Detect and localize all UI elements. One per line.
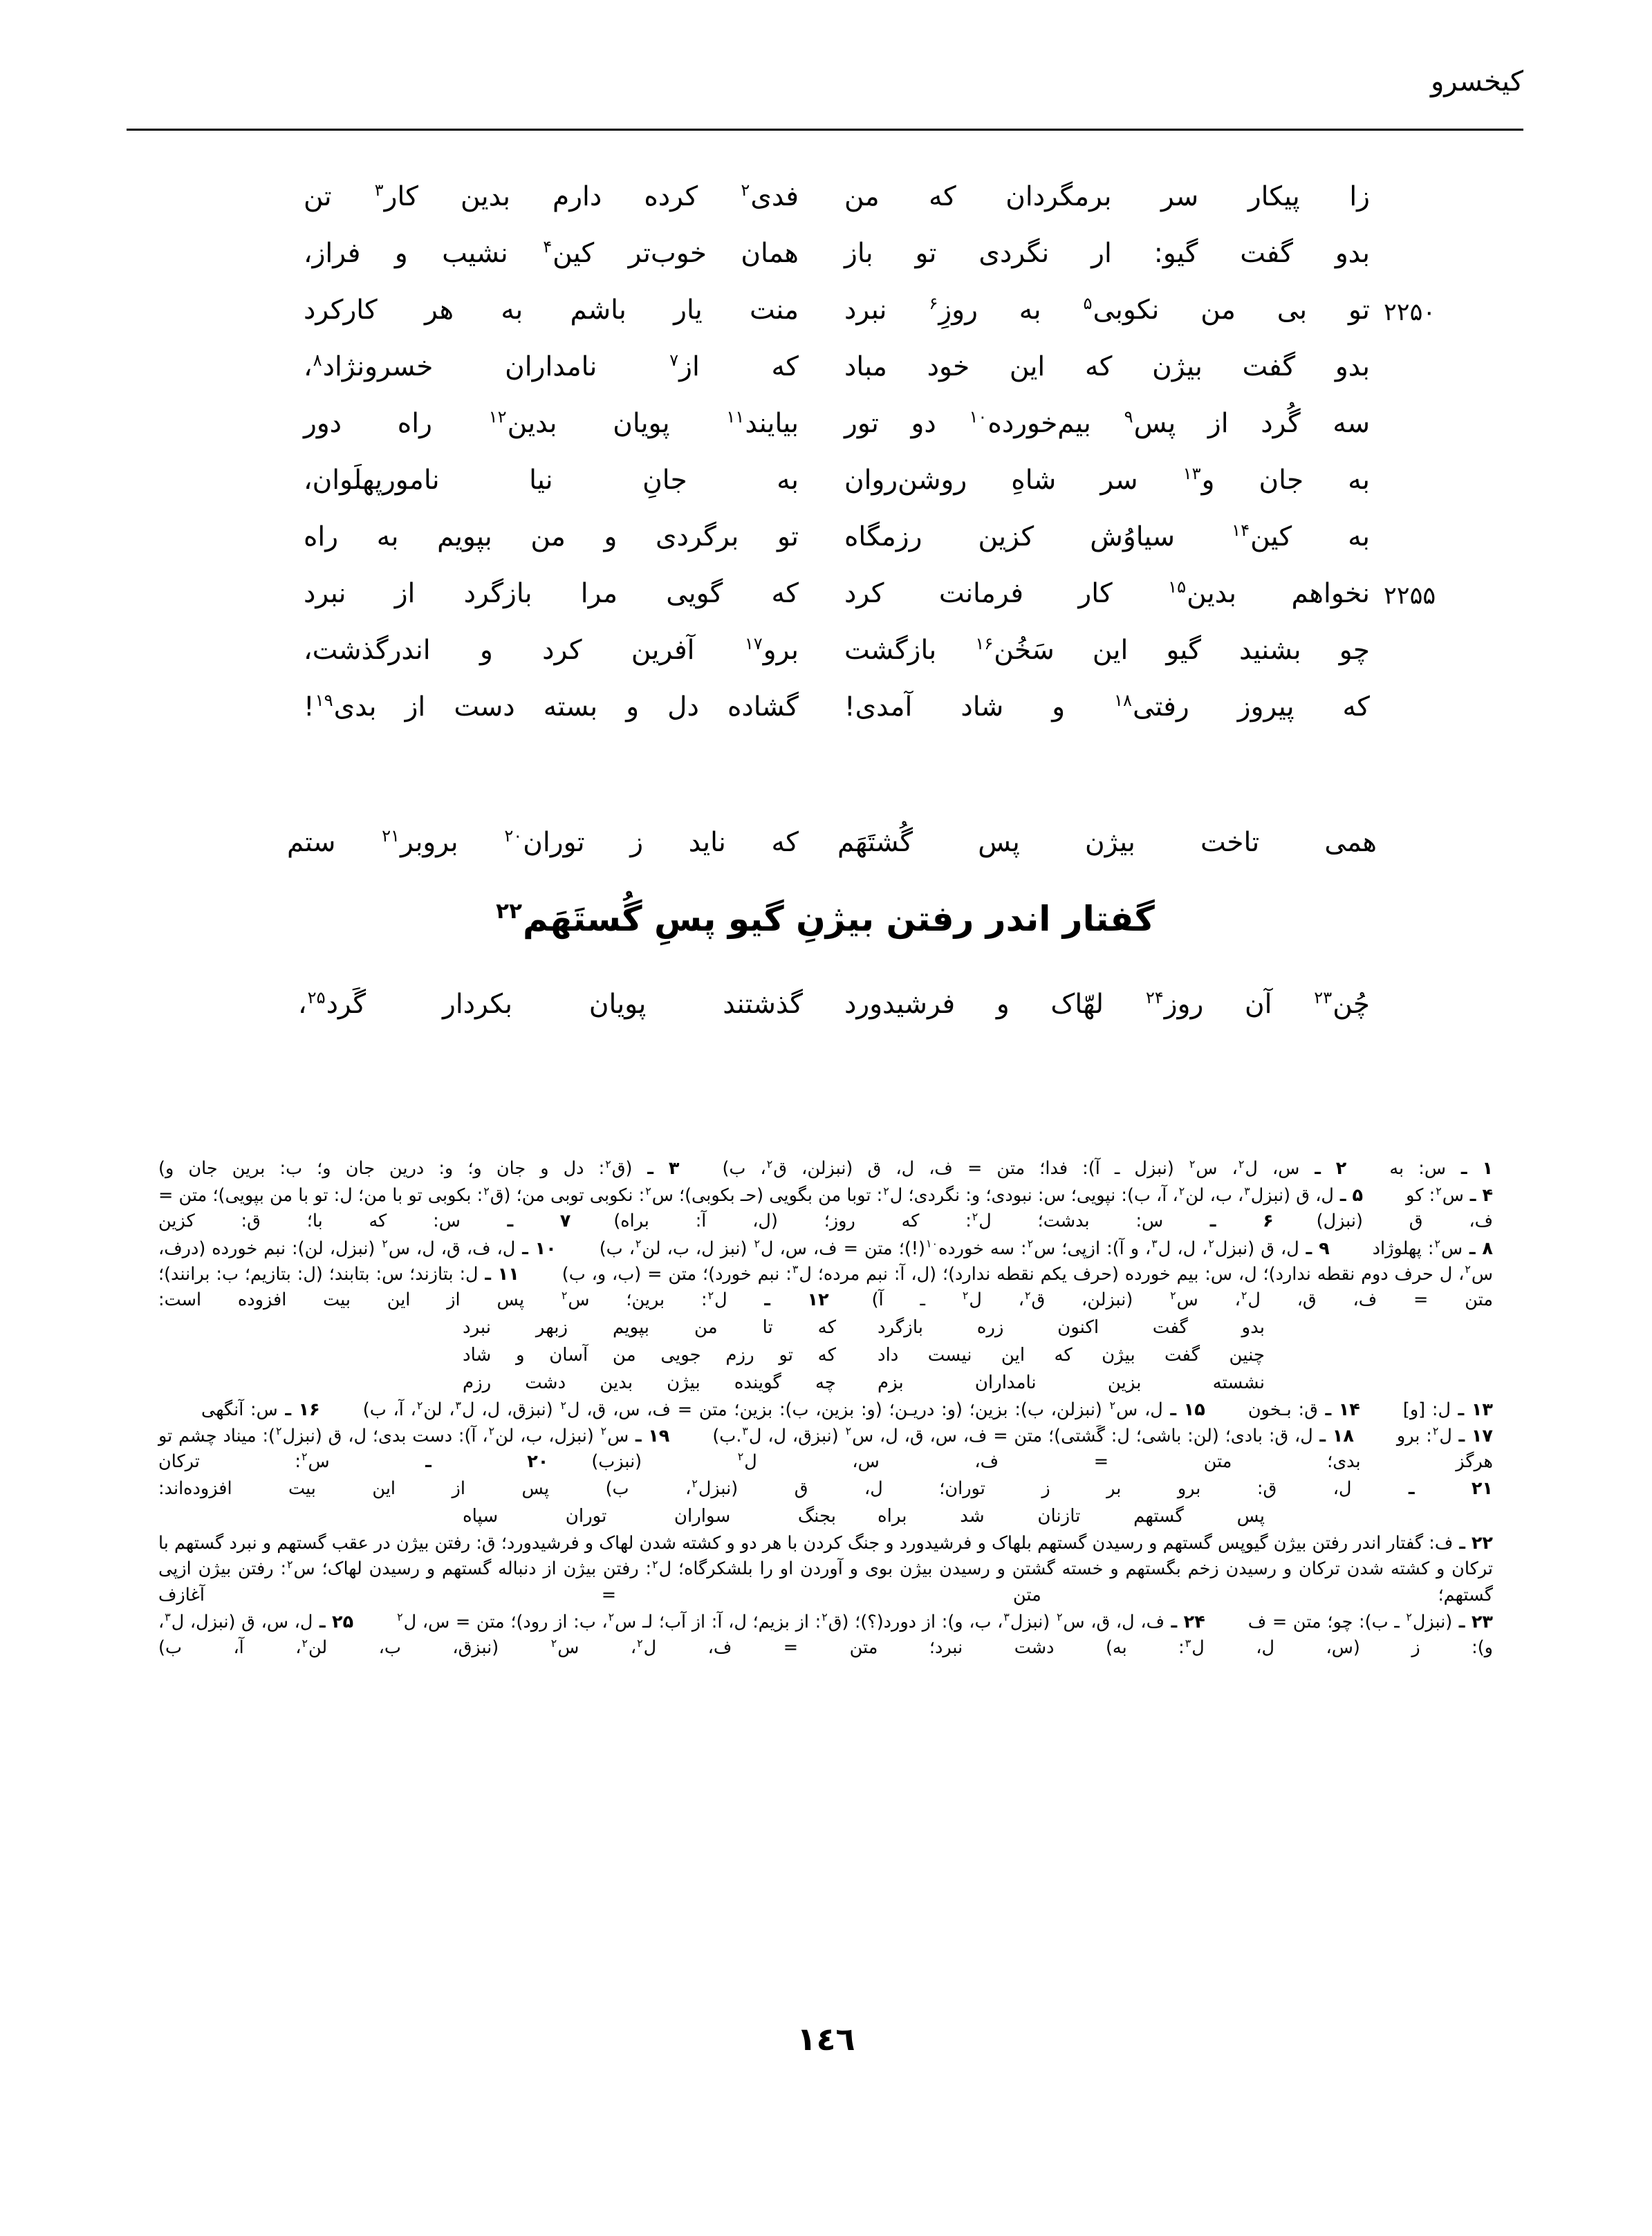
verse-hemistich-a: به کین$^{۱۴}$ سیاوُش کزین رزمگاه [844,521,1371,552]
apparatus-quoted-hemistich-a: بدو گفت اکنون زره بازگرد [878,1317,1265,1339]
apparatus-paragraph: ۲۲ ـ ف: گفتار اندر رفتن بیژن گیوپس گستهم و رسیدن گستهم بلهاک و فرشیدورد و جنگ کردن با هر دو و کشته شدن لهاک و فرشیدورد؛ ق: رفتن بیژن در عقب گستهم و نبرد گستهم با ترکان و کشته شدن ترکان و رسیدن زخم بگستهم و خسته گشتن و رسیدن بیژن بوی و آوردن او را بلشکرگاه؛ ل$^۲$: رفتن بیژن از دنباله گستهم و رسیدن لهاک؛ س$^۲$: رفتن بیژن ازپی گستهم؛ متن = آغازف [158,1533,1493,1605]
apparatus-note-number: ۴ ـ [1463,1185,1494,1206]
verse-hemistich-b: همان خوب‌تر کین$^۴$ نشیب و فراز، [304,237,799,269]
apparatus-quoted-couplet [158,1314,1493,1341]
apparatus-quoted-hemistich-a: چنین گفت بیژن که این نیست داد [878,1345,1265,1366]
apparatus-note-number: ۱۷ ـ [1451,1425,1493,1446]
section-heading: گفتار اندر رفتن بیژنِ گیو پسِ گُستَهَم$^{۲۲}$ [496,899,1155,939]
apparatus-paragraph: ۲۳ ـ (نبزل$^۲$ ـ ب): چو؛ متن = ف۲۴ ـ ف، ل، ق، س$^۲$ (نبزل$^۳$، ب، و): از دورد(؟)؛ (ق$^۲$: از بزیم؛ ل، آ: از آب؛ لـ س$^۲$، ب: از رود)؛ متن = س، ل$^۲$۲۵ ـ ل، س، ق (نبزل، ل$^۳$، و): ز (س، ل، ل$^۳$: به) دشت نبرد؛ متن = ف، ل$^۲$، س$^۲$ (نبزق، ب، لن$^۲$، آ، ب) [158,1610,1493,1659]
verse-hemistich-a: نخواهم بدین$^{۱۵}$ کار فرمانت کرد [844,577,1370,609]
verse-hemistich-a: بدو گفت بیژن که این خود مباد [844,351,1370,382]
apparatus-note-number: ۲۱ ـ [1351,1478,1493,1499]
apparatus-quoted-hemistich-b: که تو رزم جویی من آسان و شاد [463,1345,836,1366]
verse-hemistich-a: که پیروز رفتی$^{۱۸}$ و شاد آمدی! [844,691,1370,723]
verse-line-number: ۲۲۵۵ [1384,582,1436,610]
apparatus-note-number: ۷ ـ [460,1211,571,1232]
running-head-title: کیخسرو [1430,66,1523,97]
verse-hemistich-a: چو بشنید گیو این سَخُن$^{۱۶}$ بازگشت [844,634,1370,666]
post-heading-hemistich-a: چُن$^{۲۳}$ آن روز$^{۲۴}$ لهّاک و فرشیدورد [844,988,1370,1020]
verse-couplet [127,408,1523,465]
apparatus-quoted-hemistich-a: پس گستهم تازنان شد براه [878,1506,1265,1527]
apparatus-note-number: ۳ ـ [632,1158,680,1179]
apparatus-quoted-couplet [158,1370,1493,1397]
apparatus-quoted-hemistich-b: چه گوینده بیژن بدین دشت رزم [463,1372,836,1394]
apparatus-note-number: ۲۵ ـ [313,1611,354,1632]
apparatus-paragraph: ۲۱ ـ ل، ق: برو بر ز توران؛ ل، ق (نبزل$^۲$، ب) پس از این بیت افزوده‌اند: [158,1477,1493,1499]
apparatus-paragraph: ۸ ـ س$^۲$: پهلوژاد۹ ـ ل، ق (نبزل$^۲$، ل، ل$^۳$، و آ): ازپی؛ س$^۲$: سه خورده$^{۱۰}$(!)؛ متن = ف، س، ل$^۲$ (نبز ل، ب، لن$^۲$، ب)۱۰ ـ ل، ف، ق، ل، س$^۲$ (نبزل، لن): نبم خورده (درف، س$^۲$، ل حرف دوم نقطه ندارد)؛ ل، س: بیم خورده (حرف یکم نقطه ندارد)؛ (ل، آ: نبم مرده؛ ل$^۳$: نبم خورد)؛ متن = (ب، و، ب)۱۱ ـ ل: بتازند؛ س: بتابند؛ (ل: بتازیم؛ ب: برانند)؛ متن = ف، ق، ل$^۲$، س$^۲$ (نبزلن، ق$^۲$، ل$^۲$ ـ آ)۱۲ ـ ل$^۲$: برین؛ س$^۲$ پس از این بیت افزوده است: [158,1237,1493,1311]
verse-couplet [127,295,1523,351]
verse-couplet [127,181,1523,238]
apparatus-paragraph: ۴ ـ س$^۲$: کو۵ ـ ل، ق (نبزل$^۳$، ب، لن$^۲$، آ، ب): نپویی؛ س: نبودی؛ و: نگردی؛ ل$^۲$: توبا من بگویی (حـ بکوبی)؛ س$^۲$: نکوبی توبی من؛ (ق$^۲$: بکوبی تو با من؛ ل: تو با من بپویی)؛ متن = ف، ق (نبزل)۶ ـ س: بدشت؛ ل$^۲$: که روز؛ (ل، آ: براه)۷ ـ س: که با؛ ق: کزین [158,1184,1494,1232]
verse-hemistich-a: سه گُرد از پس$^۹$ بیم‌خورده$^{۱۰}$ دو تور [844,407,1370,439]
apparatus-note-number: ۲۴ ـ [1164,1611,1205,1632]
apparatus-note-number: ۹ ـ [1299,1238,1330,1259]
apparatus-quoted-hemistich-b: که تا من بپویم زبهر نبرد [463,1317,836,1339]
apparatus-note-number: ۱۳ ـ [1451,1399,1493,1421]
verse-couplet [127,238,1523,295]
verse-couplet [127,691,1523,748]
apparatus-paragraph: ۱۳ ـ ل: [و]۱۴ ـ ق: بـخون۱۵ ـ ل، س$^۲$ (نبزلن، ب): بزین؛ (و: دریـن؛ (و: بزین، ب): بزین؛ متن = ف، س، ق، ل$^۲$ (نبزق، ل، ل$^۳$، لن$^۲$، آ، ب)۱۶ ـ س: آنگهی۱۷ ـ ل$^۲$: برو۱۸ ـ ل، ق: بادی؛ (لن: باشی؛ ل: گَشتی)؛ متن = ف، س، ق، ل، س$^۲$ (نبزق، ل، ل$^۳$.ب)۱۹ ـ س$^۲$ (نبزل، ب، لن$^۲$، آ): دست بدی؛ ل، ق (نبزل$^۲$): میناد چشم تو هرگز بدی؛ متن = ف، س، ل$^۲$ (نبزب)۲۰ ـ س$^۲$: ترکان [158,1398,1493,1472]
apparatus-note-number: ۱۹ ـ [629,1425,670,1446]
apparatus-note-number: ۸ ـ [1463,1238,1493,1259]
apparatus-note-number: ۶ ـ [1163,1211,1274,1232]
apparatus-note-number: ۱۲ ـ [727,1289,829,1311]
verse-hemistich-b: به جانِ نیا نامورپهلَوان، [304,465,799,496]
verse-hemistich-b: که گویی مرا بازگرد از نبرد [304,578,799,609]
verse-hemistich-a: به جان و$^{۱۳}$ سر شاهِ روشن‌روان [844,464,1370,496]
verse-hemistich-a: تو بی من نکوبی$^۵$ به روزِ$^۶$ نبرد [844,294,1371,326]
apparatus-note-number: ۲۰ ـ [329,1451,549,1472]
verse-couplet [127,351,1523,408]
header-divider-rule [127,129,1523,131]
apparatus-note-number: ۲۳ ـ [1452,1611,1493,1632]
apparatus-note-number: ۱ ـ [1445,1158,1494,1179]
verse-body [127,181,1523,748]
apparatus-quoted-hemistich-a: نشسته بزین نامداران بزم [878,1372,1265,1394]
loose-couplet-hemistich-b: که ناید ز توران$^{۲۰}$ بروبر$^{۲۱}$ ستم [287,826,799,858]
loose-couplet [127,827,1523,859]
verse-hemistich-b: برو$^{۱۷}$ آفرین کرد و اندرگذشت، [304,634,799,666]
verse-hemistich-b: بیایند$^{۱۱}$ پویان بدین$^{۱۲}$ راه دور [304,407,799,439]
apparatus-quoted-hemistich-b: بجنگ سواران توران سپاه [463,1506,836,1527]
apparatus-note-number: ۱۱ ـ [478,1263,519,1285]
verse-hemistich-b: فدی$^۲$ کرده دارم بدین کار$^۳$ تن [304,180,799,212]
verse-couplet [127,578,1523,635]
apparatus-note-number: ۱۸ ـ [1312,1425,1354,1446]
post-heading-couplet [127,989,1523,1021]
critical-apparatus [158,1156,1493,1662]
verse-hemistich-a: ز‌ا پیکار سر برمگردان که من [844,181,1370,212]
apparatus-paragraph: ۱ ـ س: به۲ ـ س، ل$^۲$، س$^۲$ (نبزل ـ آ): فدا؛ متن = ف، ل، ق (نبزلن، ق$^۲$، ب)۳ ـ (ق$^۲$: دل و جان و؛ و: درین جان و؛ ب: برین جان و) [158,1157,1494,1179]
apparatus-note-number: ۱۰ ـ [515,1238,557,1259]
apparatus-note-number: ۱۵ ـ [1162,1399,1205,1421]
apparatus-note-number: ۲۲ ـ [1453,1533,1493,1554]
verse-couplet [127,521,1523,578]
verse-couplet [127,465,1523,521]
apparatus-note-number: ۵ ـ [1333,1185,1364,1206]
verse-hemistich-b: گشاده دل و بسته دست از بدی$^{۱۹}$! [304,691,799,723]
apparatus-note-number: ۱۴ ـ [1317,1399,1360,1421]
apparatus-note-number: ۱۶ ـ [277,1399,320,1421]
loose-couplet-hemistich-a: همی تاخت بیژن پس گُشتَهَم [837,827,1377,858]
folio-page-number: ١٤٦ [797,2020,855,2058]
verse-line-number: ۲۲۵۰ [1384,299,1436,326]
verse-hemistich-b: منت یار باشم به هر کارکرد [304,295,799,326]
post-heading-hemistich-b: گذشتند پویان بکردار گَرد$^{۲۵}$، [298,988,803,1020]
verse-hemistich-b: تو برگردی و من بپویم به راه [304,521,799,552]
apparatus-note-number: ۲ ـ [1299,1158,1347,1179]
apparatus-quoted-couplet [158,1342,1493,1369]
verse-hemistich-b: که از$^۷$ نامداران خسرونژاد$^۸$، [304,351,799,382]
verse-couplet [127,635,1523,691]
apparatus-quoted-couplet [158,1503,1493,1530]
verse-hemistich-a: بدو گفت گیو: ار نگردی تو باز [844,238,1370,269]
